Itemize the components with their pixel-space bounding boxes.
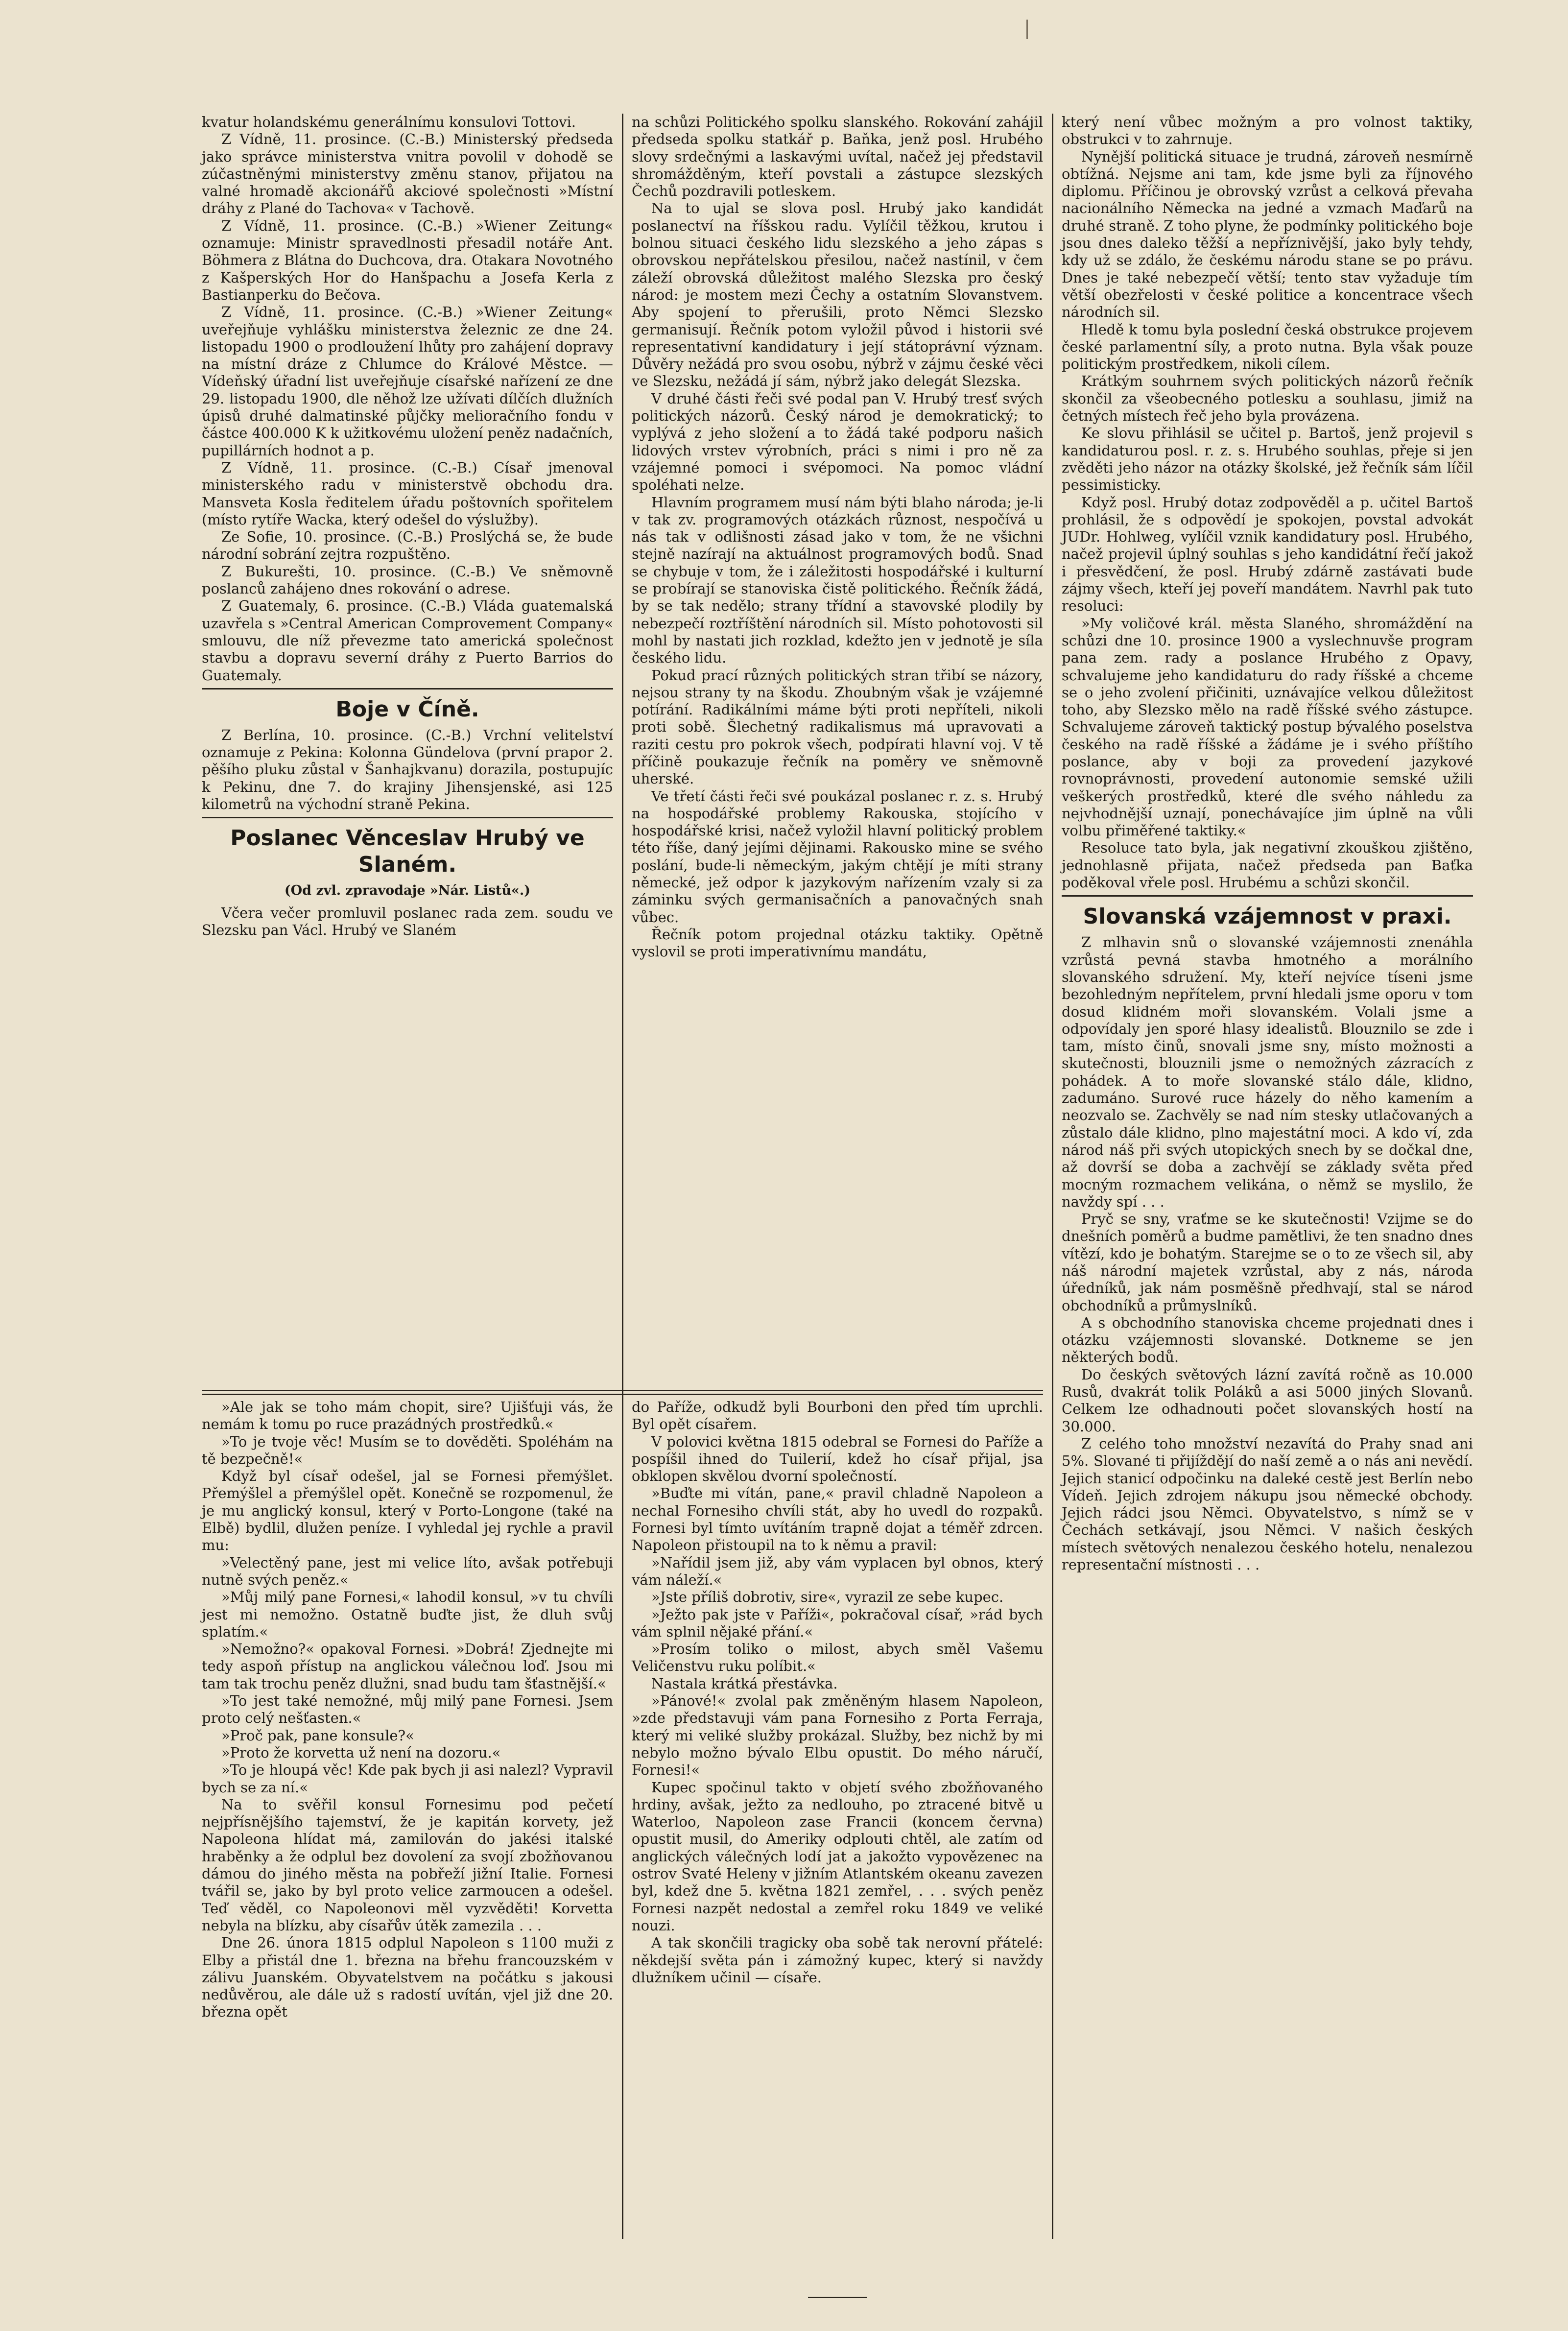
col3-para-10: Pryč se sny, vraťme se ke skutečnosti! Vzijme se do dnešních poměrů a budme pamětlivi, že ten snadno dnes vítězí, kdo je bohatým. Starejme se o to ze všech sil, aby náš národní majetek vzrůstal, aby z nás, národa úředníků, jak nám posměšně předhvají, stal se národ obchodníků a průmyslníků.: [1062, 1211, 1473, 1314]
col1-para-10: Včera večer promluvil poslanec rada zem. soudu ve Slezsku pan Václ. Hrubý ve Slaném: [202, 904, 613, 938]
col3-para-11: A s obchodního stanoviska chceme projednati dnes i otázku vzájemnosti slovanské. Dotkneme se jen některých bodů.: [1062, 1314, 1473, 1366]
story2-para-7: »Prosím toliko o milost, abych směl Vašemu Veličenstvu ruku políbit.«: [632, 1641, 1043, 1675]
col3-para-6: Když posl. Hrubý dotaz zodpověděl a p. učitel Bartoš prohlásil, že s odpovědí je spokojen, povstal advokát JUDr. Hohlweg, vylíčil vznik kandidatury posl. Hrubého, načež projevil úplný souhlas s jeho kandidátní řečí jakož i přesvědčení, že posl. Hrubý zdárně zastávati bude zájmy všech, kteří jej poveří mandátem. Navrhl pak tuto resoluci:: [1062, 494, 1473, 615]
story1-para-7: »To jest také nemožné, můj milý pane Fornesi. Jsem proto celý nešťasten.«: [202, 1692, 613, 1727]
col3-para-9: Z mlhavin snů o slovanské vzájemnosti znenáhla vzrůstá pevná stavba hmotného a morálního slovanského sdružení. My, kteří nejvíce tíseni jsme bezohledným nepřítelem, první hledali jsme oporu v tom dosud klidném moři slovanském. Volali jsme a odpovídaly jen sporé hlasy idealistů. Blouznilo se zde i tam, místo činů, snovali jsme sny, místo možnosti a skutečnosti, blouznili jsme o nemožných zázracích z pohádek. A to moře slovanské stálo dále, klidno, zadumáno. Surové ruce házely do něho kamením a neozvalo se. Zachvěly se nad ním stesky utlačovaných a zůstalo dále klidno, plno majestátní moci. A kdo ví, zda národ náš při svých utopických snech by se dočkal dne, až dovrší se doba a zachvějí se základy světa před mocným rozmachem velikána, o němž se myslilo, že navždy spí . . .: [1062, 934, 1473, 1210]
headline-poslanec-hruby: Poslanec Věnceslav Hrubý ve Slaném.: [230, 826, 585, 878]
col1-para-6: Ze Sofie, 10. prosince. (C.-B.) Proslýchá se, že bude národní sobrání zejtra rozpuštěno.: [202, 528, 613, 563]
story2-para-4: »Nařídil jsem již, aby vám vyplacen byl obnos, který vám náleží.«: [632, 1554, 1043, 1588]
story1-para-9: »Proto že korvetta už není na dozoru.«: [221, 1744, 501, 1761]
feuilleton-rule-double-2: [202, 1394, 1043, 1395]
section-rule: [202, 688, 613, 690]
story2-para-8: Nastala krátká přestávka.: [651, 1675, 838, 1692]
story1-para-8: »Proč pak, pane konsule?«: [221, 1727, 414, 1744]
end-dash: [808, 2297, 867, 2298]
column-2: [632, 114, 1043, 961]
col1-para-4: Z Vídně, 11. prosince. (C.-B.) »Wiener Zeitung« uveřejňuje vyhlášku ministerstva železnic ze dne 24. listopadu 1900 o prodloužení lhůty pro zahájení dopravy na místní dráze z Chlumce do Králové Městce. — Vídeňský úřadní list uveřejňuje císařské nařízení ze dne 29. listopadu 1900, dle něhož lze užívati dílčích dlužních úpisů druhé dalmatinské půjčky melioračního fondu v částce 400.000 K k užitkovému uložení peněz nadačních, pupillárních hodnot a p.: [202, 304, 613, 459]
col3-para-12: Do českých světových lázní zavítá ročně as 10.000 Rusů, dvakrát tolik Poláků a asi 5000 jiných Slovanů. Celkem lze odhadnouti počet slovanských hostí na 30.000.: [1062, 1366, 1473, 1435]
section-rule: [202, 817, 613, 818]
col2-para-5: Pokud prací různých politických stran třibí se názory, nejsou strany ty na škodu. Zhoubným však je vzájemné potírání. Radikálními máme býti proti nepříteli, nikoli proti sobě. Šlechetný radikalismus má upravovati a raziti cestu pro pokrok všech, podpírati hlavní voj. V tě příčině poukazuje řečník na poměry ve sněmovně uherské.: [632, 666, 1043, 787]
column-divider-2: [1052, 114, 1053, 2239]
page-edge-mark: [1026, 20, 1028, 39]
col3-para-7: »My voličové král. města Slaného, shromáždění na schůzi dne 10. prosince 1900 a vyslechnuvše program pana zem. rady a poslance Hrubého z Opavy, schvalujeme jeho kandidaturu do rady říšské a chceme se o jeho zvolení přičiniti, uznávajíce velkou důležitost toho, aby Slezsko mělo na radě říšské svého zástupce. Schvalujeme zároveň taktický postup bývalého poselstva českého na radě říšské a žádáme je i svého příštího poslance, aby v boji za provedení jazykové rovnoprávnosti, provedení autonomie semské užili veškerých prostředků, které dle svého náhledu za nejvhodnější uznají, ponechávajíce jim úplně na vůli volbu přiměřené taktiky.«: [1062, 615, 1473, 839]
col3-para-1: který není vůbec možným a pro volnost taktiky, obstrukci v to zahrnuje.: [1062, 114, 1473, 148]
col2-para-3: V druhé části řeči své podal pan V. Hrubý tresť svých politických názorů. Český národ je demokratický; to vyplývá z jeho složení a to žádá také podporu našich lidových vrstev výrobních, práci s nimi i pro ně za vzájemné pomoci i svépomoci. Na pomoc vládní spoléhati nelze.: [632, 390, 1043, 494]
headline-boje-v-cine: Boje v Číně.: [335, 696, 479, 722]
column-1: [202, 114, 613, 939]
col2-para-7: Řečník potom projednal otázku taktiky. Opětně vyslovil se proti imperativnímu mandátu,: [632, 926, 1043, 960]
column-3: [1062, 114, 1473, 1573]
col3-para-8: Resoluce tato byla, jak negativní zkouškou zjištěno, jednohlasně přijata, načež předseda pan Baťka poděkoval vřele posl. Hrubému a schůzi skončil.: [1062, 839, 1473, 891]
col2-para-1: na schůzi Politického spolku slanského. Rokování zahájil předseda spolku statkář p. Baňka, jenž posl. Hrubého slovy srdečnými a laskavými uvítal, načež jej představil shromážděným, kteří povstali a zástupce slezských Čechů pozdravili potleskem.: [632, 114, 1043, 200]
col1-para-5: Z Vídně, 11. prosince. (C.-B.) Císař jmenoval ministerského radu v ministerstvě obchodu dra. Mansveta Kosla ředitelem úřadu poštovních spořitelem (místo rytíře Wacka, který odešel do výslužby).: [202, 459, 613, 528]
story1-para-2: »To je tvoje věc! Musím se to dověděti. Spoléhám na tě bezpečně!«: [202, 1433, 613, 1467]
story2-para-5: »Jste příliš dobrotiv, sire«, vyrazil ze sebe kupec.: [651, 1589, 1004, 1606]
col3-para-4: Krátkým souhrnem svých politických názorů řečník skončil za všeobecného potlesku a souhlasu, jimiž na četných místech řeč jeho byla provázena.: [1062, 373, 1473, 425]
col3-para-13: Z celého toho množství nezavítá do Prahy snad ani 5%. Slované ti přijíždějí do naší země a o nás ani nevědí. Jejich stanicí odpočinku na daleké cestě jest Berlín nebo Vídeň. Jejich zdrojem nákupu jsou německé obchody. Jejich rádci jsou Němci. Obyvatelstvo, s nímž se v Čechách setkávají, jsou Němci. V našich českých místech světových nenalezou českého hotelu, nenalezou representační místnosti . . .: [1062, 1435, 1473, 1573]
story2-para-1: do Paříže, odkudž byli Bourboni den před tím uprchli. Byl opět císařem.: [632, 1399, 1043, 1433]
feuilleton-column-2: [632, 1399, 1043, 1986]
col1-para-2: Z Vídně, 11. prosince. (C.-B.) Ministerský předseda jako správce ministerstva vnitra povolil v dohodě se zúčastněnými ministerstvy změnu stanov, přijatou na valné hromadě akcionářů akciové společnosti »Místní dráhy z Plané do Tachova« v Tachově.: [202, 131, 613, 217]
column-divider-1: [622, 114, 623, 2239]
story2-para-9: »Pánové!« zvolal pak změněným hlasem Napoleon, »zde představuji vám pana Fornesiho z Porta Ferraja, který mi veliké služby prokázal. Služby, bez nichž by mi nebylo možno bývalo Elbu opustit. Do mého náručí, Fornesi!«: [632, 1692, 1043, 1779]
story2-para-11: A tak skončili tragicky oba sobě tak nerovní přátelé: někdejší světa pán i zámožný kupec, který si navždy dlužníkem učinil — císaře.: [632, 1934, 1043, 1986]
col2-para-2: Na to ujal se slova posl. Hrubý jako kandidát poslanectví na říšskou radu. Vylíčil těžkou, krutou i bolnou situaci českého lidu slezského a jeho zápas s obrovskou nepřátelskou přesilou, načež nastínil, v čem záleží obrovská důležitost malého Slezska pro český národ: je mostem mezi Čechy a ostatním Slovanstvem. Aby spojení to přerušili, proto Němci Slezsko germanisují. Řečník potom vyložil původ i historii své representativní kandidatury i její státoprávní význam. Důvěry nežádá pro svou osobu, nýbrž v zájmu české věci ve Slezsku, nežádá jí sám, nýbrž jako delegát Slezska.: [632, 200, 1043, 390]
story2-para-2: V polovici května 1815 odebral se Fornesi do Paříže a pospíšil ihned do Tuilerií, kdež ho císař přijal, jsa obklopen skvělou dvorní společností.: [632, 1433, 1043, 1485]
col3-para-5: Ke slovu přihlásil se učitel p. Bartoš, jenž projevil s kandidaturou posl. r. z. s. Hrubého souhlas, přeje si jen zvěděti jeho názor na otázky školské, jež řečník sám líčil pessimisticky.: [1062, 425, 1473, 494]
col3-para-3: Hledě k tomu byla poslední česká obstrukce projevem české parlamentní síly, a proto nutna. Byla však pouze politickým prostředkem, nikoli cílem.: [1062, 321, 1473, 373]
story1-para-12: Dne 26. února 1815 odplul Napoleon s 1100 muži z Elby a přistál dne 1. března na břehu francouzském v zálivu Juanském. Obyvatelstvem na počátku s jakousi nedůvěrou, ale dále už s radostí uvítán, vjel již dne 20. března opět: [202, 1934, 613, 2021]
headline-slovanska-vzajemnost: Slovanská vzájemnost v praxi.: [1083, 904, 1452, 929]
feuilleton-column-1: [202, 1399, 613, 2021]
story2-para-6: »Ježto pak jste v Paříži«, pokračoval císař, »rád bych vám splnil nějaké přání.«: [632, 1606, 1043, 1640]
headline-subline: (Od zvl. zpravodaje »Nár. Listů«.): [284, 883, 531, 899]
section-rule: [1062, 895, 1473, 897]
story1-para-11: Na to svěřil konsul Fornesimu pod pečetí nejpřísnějšího tajemství, že je kapitán korvety, jež Napoleona hlídat má, zamilován do jakési italské hraběnky a že odplul bez dovolení za svojí zbožňovanou dámou do jiného města na pobřeží jižní Italie. Fornesi tvářil se, jako by byl proto velice zarmoucen a odešel. Teď věděl, co Napoleonovi měl vyzvěděti! Korvetta nebyla na blízku, aby císařův útěk zamezila . . .: [202, 1796, 613, 1934]
story1-para-1: »Ale jak se toho mám chopit, sire? Ujišťuji vás, že nemám k tomu po ruce prazádných prostředků.«: [202, 1399, 613, 1433]
feuilleton-rule-double: [202, 1390, 1043, 1391]
col1-para-8: Z Guatemaly, 6. prosince. (C.-B.) Vláda guatemalská uzavřela s »Central American Comprovement Company« smlouvu, dle níž převezme tato americká společnost stavbu a dopravu severní dráhy z Puerto Barrios do Guatemaly.: [202, 597, 613, 684]
story1-para-3: Když byl císař odešel, jal se Fornesi přemýšlet. Přemýšlel a přemýšlel opět. Konečně se rozpomenul, že je mu anglický konsul, který v Porto-Longone (také na Elbě) bydlil, dlužen peníze. I vyhledal jej rychle a pravil mu:: [202, 1468, 613, 1554]
story1-para-5: »Můj milý pane Fornesi,« lahodil konsul, »v tu chvíli jest mi nemožno. Ostatně buďte jist, že dluh svůj splatím.«: [202, 1589, 613, 1640]
story2-para-10: Kupec spočinul takto v objetí svého zbožňovaného hrdiny, avšak, ježto za nedlouho, po ztracené bitvě u Waterloo, Napoleon zase Francii (koncem června) opustit musil, do Ameriky odplouti chtěl, ale zatím od anglických válečných lodí jat a jakožto vypovězenec na ostrov Svaté Heleny v jižním Atlantském okeanu zavezen byl, kdež dne 5. května 1821 zemřel, . . . svých peněz Fornesi nazpět nedostal a zemřel roku 1849 ve veliké nouzi.: [632, 1779, 1043, 1934]
col2-para-4: Hlavním programem musí nám býti blaho národa; je-li v tak zv. programových otázkách různost, nespočívá u nás tak v odlišnosti zásad jako v tom, že ne všichni stejně nazírají na aktuálnost programových bodů. Snad se chybuje v tom, že i záležitosti hospodářské i kulturní se probírají se stanoviska čistě politického. Řečník žádá, by se tak nedělo; strany třídní a stavovské plodily by nebezpečí roztříštění národních sil. Místo pohotovosti sil mohl by nastati jich rozklad, kdežto jen v jednotě je síla českého lidu.: [632, 494, 1043, 666]
col2-para-6: Ve třetí části řeči své poukázal poslanec r. z. s. Hrubý na hospodářské problemy Rakouska, stojícího v hospodářské krisi, načež vyložil hlavní politický problem této říše, daný jejími dějinami. Rakousko mine se svého poslání, bude-li německým, jakým chtějí je míti strany německé, jež odpor k jazykovým nařízením vzaly si za záminku svých germanisačních a panovačných snah vůbec.: [632, 787, 1043, 926]
story1-para-10: »To je hloupá věc! Kde pak bych ji asi nalezl? Vypravil bych se za ní.«: [202, 1761, 613, 1796]
story2-para-3: »Buďte mi vítán, pane,« pravil chladně Napoleon a nechal Fornesiho chvíli stát, aby ho uvedl do rozpaků. Fornesi byl tímto uvítáním trapně dojat a téměř zdrcen. Napoleon přistoupil na to k němu a pravil:: [632, 1485, 1043, 1554]
col3-para-2: Nynější politická situace je trudná, zároveň nesmírně obtížná. Nejsme ani tam, kde jsme byli za říjnového diplomu. Příčinou je obrovský vzrůst a celková převaha nacionálního Německa na jedné a vzmach Maďarů na druhé straně. Z toho plyne, že podmínky politického boje jsou dnes daleko těžší a nepříznivější, jako byly tehdy, kdy už se zdálo, že českému národu stane se po právu. Dnes je také nebezpečí větší; tento stav vyžaduje tím větší obezřelosti v české politice a koncentrace všech národních sil.: [1062, 148, 1473, 321]
col1-para-7: Z Bukurešti, 10. prosince. (C.-B.) Ve sněmovně poslanců zahájeno dnes rokování o adrese.: [202, 563, 613, 597]
col1-para-1: kvatur holandskému generálnímu konsulovi Tottovi.: [202, 114, 576, 130]
story1-para-6: »Nemožno?« opakoval Fornesi. »Dobrá! Zjednejte mi tedy aspoň přístup na anglickou válečnou loď. Jsou mi tam tak trochu peněz dlužni, snad budu tam šťastnější.«: [202, 1641, 613, 1692]
col1-para-9: Z Berlína, 10. prosince. (C.-B.) Vrchní velitelství oznamuje z Pekina: Kolonna Gündelova (první prapor 2. pěšího pluku zůstal v Šanhajkvanu) dorazila, postupujíc k Pekinu, dne 7. do krajiny Jihensjenské, asi 125 kilometrů na východní straně Pekina.: [202, 726, 613, 812]
col1-para-3: Z Vídně, 11. prosince. (C.-B.) »Wiener Zeitung« oznamuje: Ministr spravedlnosti přesadil notáře Ant. Böhmera z Blátna do Duchcova, dra. Otakara Novotného z Kašperských Hor do Hanšpachu a Josefa Kerla z Bastianperku do Bečova.: [202, 217, 613, 303]
story1-para-4: »Velectěný pane, jest mi velice líto, avšak potřebuji nutně svých peněz.«: [202, 1554, 613, 1588]
